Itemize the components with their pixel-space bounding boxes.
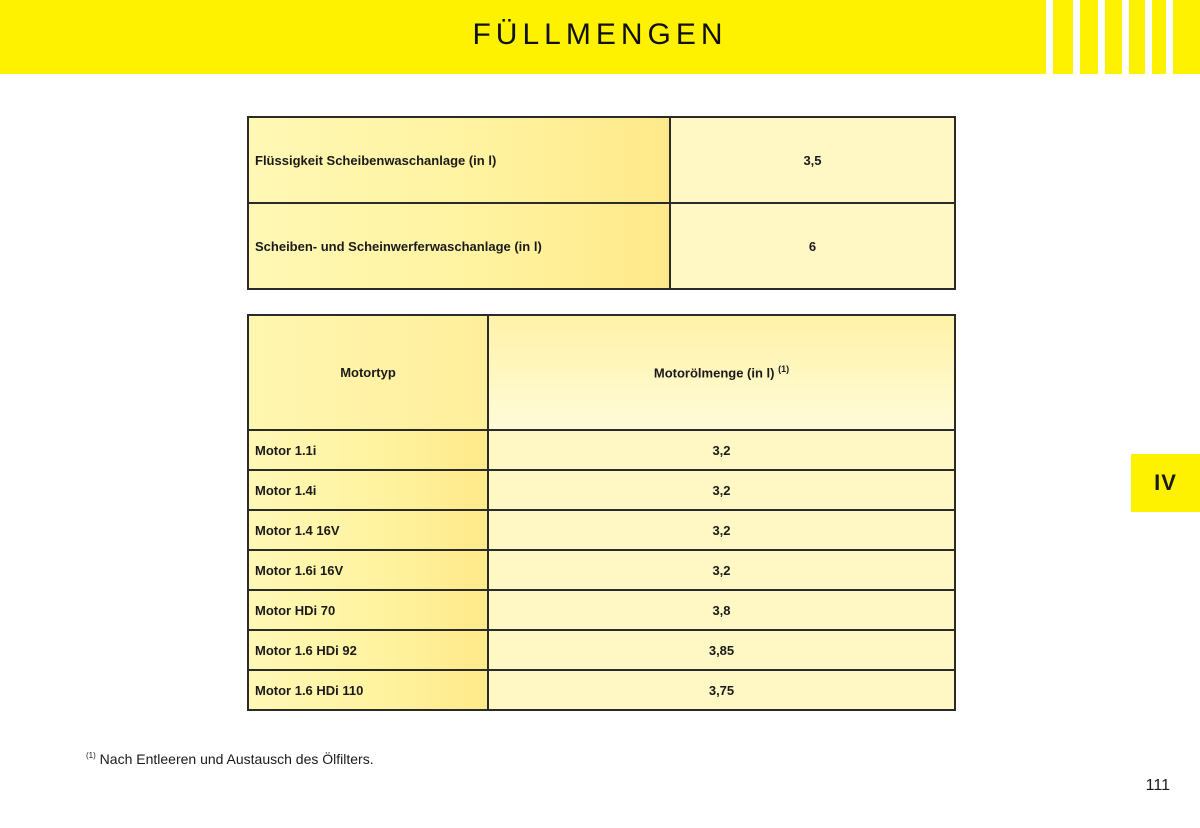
table-row <box>248 550 955 590</box>
footnote-marker: (1) <box>86 751 96 760</box>
table-cell-value: 3,5 <box>670 117 955 203</box>
table-row <box>248 470 955 510</box>
engine-oil-table <box>247 314 956 711</box>
page-number: 111 <box>1145 777 1170 794</box>
table-row <box>248 430 955 470</box>
chapter-tab: IV <box>1131 454 1200 512</box>
column-header-engine: Motortyp <box>248 315 488 430</box>
table-cell-oil: 3,85 <box>488 630 955 670</box>
table-row <box>248 590 955 630</box>
table-cell-engine: Motor HDi 70 <box>248 590 488 630</box>
table-cell-oil: 3,75 <box>488 670 955 710</box>
table-cell-engine: Motor 1.6 HDi 92 <box>248 630 488 670</box>
table-cell-oil: 3,8 <box>488 590 955 630</box>
table-row <box>248 670 955 710</box>
table-cell-oil: 3,2 <box>488 510 955 550</box>
footnote <box>86 751 374 767</box>
footnote-reference: (1) <box>778 364 790 375</box>
table-cell-engine: Motor 1.6i 16V <box>248 550 488 590</box>
table-cell-oil: 3,2 <box>488 550 955 590</box>
washer-fluid-table <box>247 116 956 290</box>
table-cell-engine: Motor 1.4i <box>248 470 488 510</box>
table-cell-engine: Motor 1.4 16V <box>248 510 488 550</box>
table-cell-engine: Motor 1.6 HDi 110 <box>248 670 488 710</box>
table-cell-label: Scheiben- und Scheinwerferwaschanlage (in l) <box>248 203 670 289</box>
table-cell-engine: Motor 1.1i <box>248 430 488 470</box>
table-cell-value: 6 <box>670 203 955 289</box>
table-row <box>248 630 955 670</box>
table-header-row <box>248 315 955 430</box>
table-row <box>248 203 955 289</box>
footnote-text: Nach Entleeren und Austausch des Ölfilters. <box>99 751 374 767</box>
table-row <box>248 510 955 550</box>
table-cell-label: Flüssigkeit Scheibenwaschanlage (in l) <box>248 117 670 203</box>
page-title: FÜLLMENGEN <box>472 18 728 51</box>
table-cell-oil: 3,2 <box>488 430 955 470</box>
column-header-oil <box>488 315 955 430</box>
column-header-oil-label: Motorölmenge (in l) <box>653 365 775 381</box>
table-row <box>248 117 955 203</box>
table-cell-oil: 3,2 <box>488 470 955 510</box>
